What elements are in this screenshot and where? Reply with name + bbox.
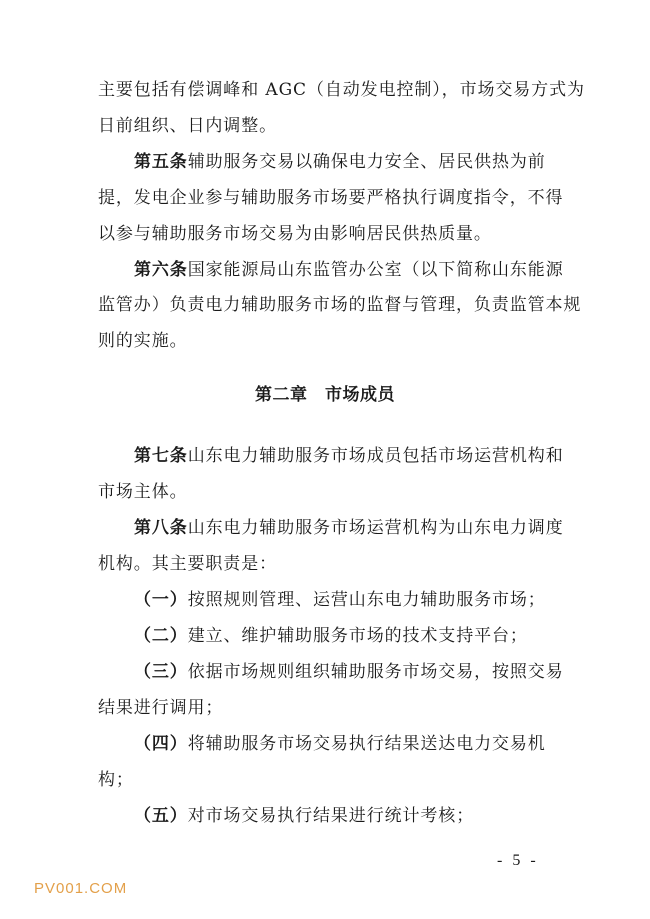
list-item-text: 将辅助服务市场交易执行结果送达电力交易机 xyxy=(187,734,546,754)
list-item-text: 对市场交易执行结果进行统计考核； xyxy=(187,806,475,826)
list-item-number: （四） xyxy=(134,734,188,754)
page-number: - 5 - xyxy=(497,852,539,869)
article-7-first-line xyxy=(134,444,564,468)
paragraph-line: 以参与辅助服务市场交易为由影响居民供热质量。 xyxy=(98,224,492,244)
paragraph-line: 机构。其主要职责是： xyxy=(98,554,277,574)
article-8-text: 山东电力辅助服务市场运营机构为山东电力调度 xyxy=(187,518,564,538)
list-item xyxy=(134,624,528,648)
article-6-text: 国家能源局山东监管办公室（以下简称山东能源 xyxy=(187,260,564,280)
list-item-text: 建立、维护辅助服务市场的技术支持平台； xyxy=(187,626,528,646)
list-item-text: 按照规则管理、运营山东电力辅助服务市场； xyxy=(187,590,546,610)
article-5-title: 第五条 xyxy=(134,152,188,172)
chapter-heading: 第二章 市场成员 xyxy=(255,385,395,405)
paragraph-line: 提，发电企业参与辅助服务市场要严格执行调度指令，不得 xyxy=(98,188,564,208)
article-7-title: 第七条 xyxy=(134,446,188,466)
paragraph-line: 主要包括有偿调峰和 AGC（自动发电控制），市场交易方式为 xyxy=(98,80,585,100)
article-6-title: 第六条 xyxy=(134,260,188,280)
list-item-number: （三） xyxy=(134,662,188,682)
paragraph-line: 监管办）负责电力辅助服务市场的监督与管理，负责监管本规 xyxy=(98,295,582,315)
article-8-first-line xyxy=(134,516,564,540)
list-item-text: 依据市场规则组织辅助服务市场交易，按照交易 xyxy=(187,662,564,682)
paragraph-line: 结果进行调用； xyxy=(98,698,224,718)
list-item-number: （二） xyxy=(134,626,188,646)
list-item xyxy=(134,588,546,612)
paragraph-line: 构； xyxy=(98,770,134,790)
list-item xyxy=(134,660,564,684)
paragraph-line: 市场主体。 xyxy=(98,482,188,502)
list-item xyxy=(134,804,474,828)
paragraph-line: 日前组织、日内调整。 xyxy=(98,116,277,136)
article-8-title: 第八条 xyxy=(134,518,188,538)
paragraph-line: 则的实施。 xyxy=(98,331,188,351)
article-7-text: 山东电力辅助服务市场成员包括市场运营机构和 xyxy=(187,446,564,466)
article-6-first-line xyxy=(134,258,564,282)
article-5-text: 辅助服务交易以确保电力安全、居民供热为前 xyxy=(187,152,546,172)
article-5-first-line xyxy=(134,150,546,174)
list-item-number: （一） xyxy=(134,590,188,610)
list-item-number: （五） xyxy=(134,806,188,826)
list-item xyxy=(134,732,546,756)
watermark: PV001.COM xyxy=(34,880,128,897)
